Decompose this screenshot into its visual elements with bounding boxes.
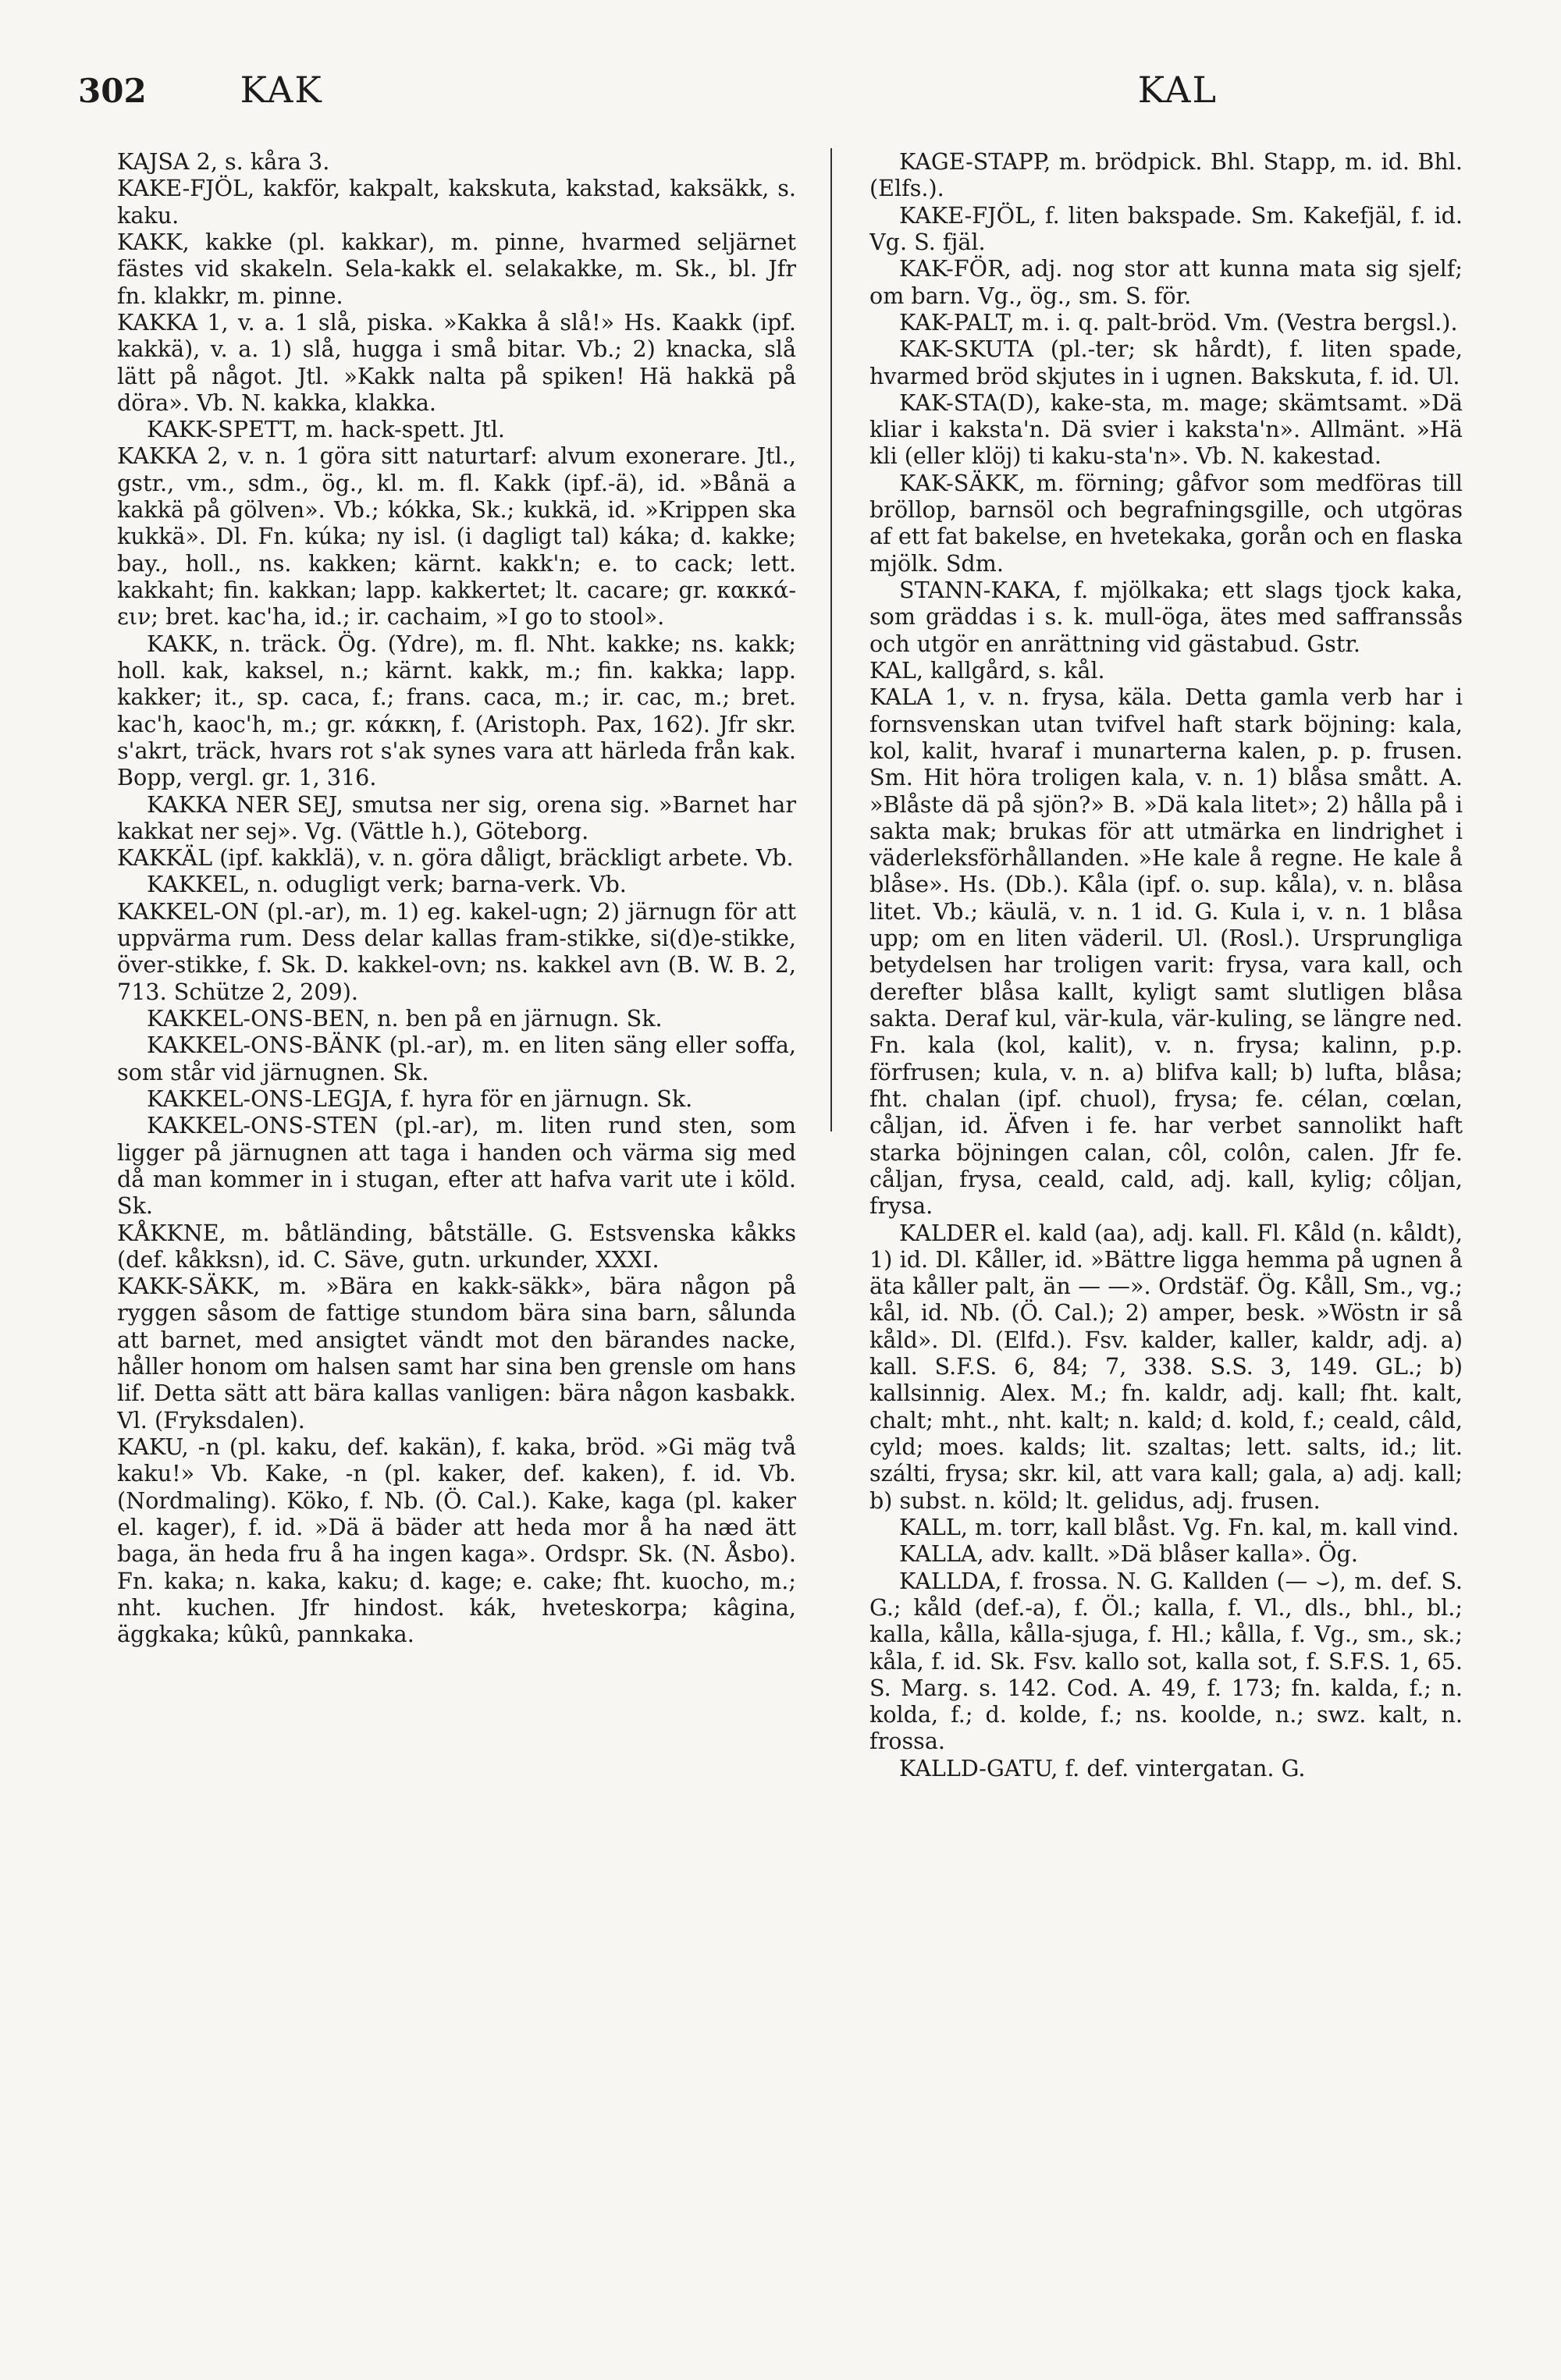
dictionary-entry: KAK-FÖR, adj. nog stor att kunna mata sig sjelf; om barn. Vg., ög., sm. S. för. <box>869 255 1463 309</box>
dictionary-entry: KAKKA 2, v. n. 1 göra sitt naturtarf: alvum exonerare. Jtl., gstr., vm., sdm., ög., kl. m. fl. Kakk (ipf.-ä), id. »Bånä a kakkä på gölven». Vb.; kókka, Sk.; kukkä, id. »Krippen ska kukkä». Dl. Fn. kúka; ny isl. (i dagligt tal) káka; d. kakke; bay., holl., ns. kakken; kärnt. kakk'n; e. to cack; lett. kakkaht; fin. kakkan; lapp. kakkertet; lt. cacare; gr. κακκά-ειν; bret. kac'ha, id.; ir. cachaim, »I go to stool». <box>117 442 796 631</box>
dictionary-entry: KAKKEL-ONS-LEGJA, f. hyra för en järnugn. Sk. <box>147 1085 693 1112</box>
dictionary-entry: KAGE-STAPP, m. brödpick. Bhl. Stapp, m. id. Bhl. (Elfs.). <box>869 148 1463 202</box>
dictionary-entry: KALA 1, v. n. frysa, käla. Detta gamla verb har i fornsvenskan utan tvifvel haft stark böjning: kala, kol, kalit, hvaraf i munarterna kalen, p. p. frusen. Sm. Hit höra troligen kala, v. n. 1) blåsa smått. A. »Blåste dä på sjön?» B. »Dä kala litet»; 2) hålla på i sakta mak; brukas för att utmärka en lindrighet i väderleksförhållanden. »He kale å regne. He kale å blåse». Hs. (Db.). Kåla (ipf. o. sup. kåla), v. n. blåsa litet. Vb.; käulä, v. n. 1 id. G. Kula i, v. n. 1 blåsa upp; om en liten väderil. Ul. (Rosl.). Ursprungliga betydelsen har troligen varit: frysa, vara kall, och derefter blåsa kallt, kyligt samt slutligen blåsa sakta. Deraf kul, vär-kula, vär-kuling, se längre ned. Fn. kala (kol, kalit), v. n. frysa; kalinn, p.p. förfrusen; kula, v. n. a) blifva kall; b) lufta, blåsa; fht. chalan (ipf. chuol), frysa; fe. célan, cœlan, cåljan, id. Äfven i fe. har verbet sannolikt haft starka böjningen calan, côl, colôn, calen. Jfr fe. cåljan, frysa, ceald, cald, adj. kall, kylig; côljan, frysa. <box>869 684 1463 1220</box>
dictionary-entry: KAL, kallgård, s. kål. <box>869 656 1105 684</box>
dictionary-entry: KAKE-FJÖL, f. liten bakspade. Sm. Kakefjäl, f. id. Vg. S. fjäl. <box>869 201 1463 255</box>
left-column <box>117 148 796 2310</box>
dictionary-entry: KAK-SKUTA (pl.-ter; sk hårdt), f. liten spade, hvarmed bröd skjutes in i ugnen. Bakskuta, f. id. Ul. <box>869 336 1463 389</box>
dictionary-entry: KAKKÄL (ipf. kakklä), v. n. göra dåligt, bräckligt arbete. Vb. <box>117 844 794 872</box>
dictionary-entry: KAKKEL-ONS-STEN (pl.-ar), m. liten rund sten, som ligger på järnugnen att taga i handen och värma sig med då man kommer in i stugan, efter att hafva varit ute i köld. Sk. <box>117 1112 796 1220</box>
dictionary-entry: KALDER el. kald (aa), adj. kall. Fl. Kåld (n. kåldt), 1) id. Dl. Kåller, id. »Bättre ligga hemma på ugnen å äta kåller palt, än — —». Ordstäf. Ög. Kåll, Sm., vg.; kål, id. Nb. (Ö. Cal.); 2) amper, besk. »Wöstn ir så kåld». Dl. (Elfd.). Fsv. kalder, kaller, kaldr, adj. a) kall. S.F.S. 6, 84; 7, 338. S.S. 3, 149. GL.; b) kallsinnig. Alex. M.; fn. kaldr, adj. kall; fht. kalt, chalt; mht., nht. kalt; n. kald; d. kold, f.; ceald, câld, cyld; moes. kalds; lit. szaltas; lett. salts, id.; lit. szálti, frysa; skr. kil, att vara kall; gala, a) adj. kall; b) subst. n. köld; lt. gelidus, adj. frusen. <box>869 1219 1463 1514</box>
dictionary-entry: KAK-PALT, m. i. q. palt-bröd. Vm. (Vestra bergsl.). <box>899 308 1458 336</box>
page-number: 302 <box>78 72 147 110</box>
text-columns <box>117 148 1514 2310</box>
dictionary-entry: KAKKEL-ON (pl.-ar), m. 1) eg. kakel-ugn; 2) järnugn för att uppvärma rum. Dess delar kallas fram-stikke, si(d)e-stikke, över-stikke, f. Sk. D. kakkel-ovn; ns. kakkel avn (B. W. B. 2, 713. Schütze 2, 209). <box>117 897 796 1005</box>
dictionary-entry: KALLD-GATU, f. def. vintergatan. G. <box>899 1754 1306 1781</box>
dictionary-entry: KAKKEL, n. odugligt verk; barna-verk. Vb. <box>147 871 627 898</box>
dictionary-entry: KAKK-SPETT, m. hack-spett. Jtl. <box>147 416 506 443</box>
dictionary-entry: KAKKA NER SEJ, smutsa ner sig, orena sig. »Barnet har kakkat ner sej». Vg. (Vättle h.), Göteborg. <box>117 790 796 844</box>
dictionary-entry: KAKKEL-ONS-BEN, n. ben på en järnugn. Sk. <box>147 1005 663 1032</box>
header-left <box>78 69 323 111</box>
dictionary-entry: KAJSA 2, s. kåra 3. <box>117 148 330 175</box>
running-head-left: KAK <box>240 69 323 111</box>
running-head-right: KAL <box>1137 69 1218 111</box>
dictionary-entry: KAKK-SÄKK, m. »Bära en kakk-säkk», bära någon på ryggen såsom de fattige stundom bära sina barn, sålunda att barnet, med ansigtet vändt mot den bärandes nacke, håller honom om halsen samt har sina ben grensle om hans lif. Detta sätt att bära kallas vanligen: bära någon kasbakk. Vl. (Fryksdalen). <box>117 1273 796 1433</box>
dictionary-entry: KALL, m. torr, kall blåst. Vg. Fn. kal, m. kall vind. <box>899 1513 1460 1540</box>
dictionary-entry: STANN-KAKA, f. mjölkaka; ett slags tjock kaka, som gräddas i s. k. mull-öga, ätes med saffranssås och utgör en anrättning vid gästabud. Gstr. <box>869 577 1463 657</box>
dictionary-entry: KALLDA, f. frossa. N. G. Kallden (— ⌣), m. def. S. G.; kåld (def.-a), f. Öl.; kalla, f. Vl., dls., bhl., bl.; kalla, kålla, kålla-sjuga, f. Hl.; kålla, f. Vg., sm., sk.; kåla, f. id. Sk. Fsv. kallo sot, kalla sot, f. S.F.S. 1, 65. S. Marg. s. 142. Cod. A. 49, f. 173; fn. kalda, f.; n. kolda, f.; d. kolde, f.; ns. koolde, n.; swz. kalt, n. frossa. <box>869 1567 1463 1755</box>
dictionary-entry: KALLA, adv. kallt. »Dä blåser kalla». Ög. <box>899 1540 1358 1568</box>
dictionary-entry: KAKE-FJÖL, kakför, kakpalt, kakskuta, kakstad, kaksäkk, s. kaku. <box>117 175 796 229</box>
dictionary-entry: KÅKKNE, m. båtländing, båtställe. G. Estsvenska kåkks (def. kåkksn), id. C. Säve, gutn. urkunder, XXXI. <box>117 1219 796 1273</box>
dictionary-entry: KAKK, kakke (pl. kakkar), m. pinne, hvarmed seljärnet fästes vid skakeln. Sela-kakk el. selakakke, m. Sk., bl. Jfr fn. klakkr, m. pinne. <box>117 228 796 309</box>
page-header <box>78 69 1499 131</box>
dictionary-entry: KAKU, -n (pl. kaku, def. kakän), f. kaka, bröd. »Gi mäg två kaku!» Vb. Kake, -n (pl. kaker, def. kaken), f. id. Vb. (Nordmaling). Köko, f. Nb. (Ö. Cal.). Kake, kaga (pl. kaker el. kager), f. id. »Dä ä bäder att heda mor å ha næd ätt baga, än heda fru å ha ingen kaga». Ordspr. Sk. (N. Åsbo). Fn. kaka; n. kaka, kaku; d. kage; e. cake; fht. kuocho, m.; nht. kuchen. Jfr hindost. kák, hveteskorpa; kâgina, äggkaka; kûkû, pannkaka. <box>117 1433 796 1648</box>
dictionary-entry: KAK-STA(D), kake-sta, m. mage; skämtsamt. »Dä kliar i kaksta'n. Dä svier i kaksta'n». Allmänt. »Hä kli (eller klöj) ti kaku-sta'n». Vb. N. kakestad. <box>869 389 1463 470</box>
dictionary-entry: KAK-SÄKK, m. förning; gåfvor som medföras till bröllop, barnsöl och begrafningsgille, och utgöras af ett fat bakelse, en hvetekaka, gorån och en flaska mjölk. Sdm. <box>869 469 1463 577</box>
right-column <box>869 148 1463 2310</box>
dictionary-entry: KAKK, n. träck. Ög. (Ydre), m. fl. Nht. kakke; ns. kakk; holl. kak, kaksel, n.; kärnt. kakk, m.; fin. kakka; lapp. kakker; it., sp. caca, f.; frans. caca, m.; ir. cac, m.; bret. kac'h, kaoc'h, m.; gr. κάκκη, f. (Aristoph. Pax, 162). Jfr skr. s'akrt, träck, hvars rot s'ak synes vara att härleda från kak. Bopp, vergl. gr. 1, 316. <box>117 630 796 791</box>
dictionary-entry: KAKKEL-ONS-BÄNK (pl.-ar), m. en liten säng eller soffa, som står vid järnugnen. Sk. <box>117 1032 796 1085</box>
column-rule <box>830 148 832 1131</box>
dictionary-entry: KAKKA 1, v. a. 1 slå, piska. »Kakka å slå!» Hs. Kaakk (ipf. kakkä), v. a. 1) slå, hugga i små bitar. Vb.; 2) knacka, slå lätt på något. Jtl. »Kakk nalta på spiken! Hä hakkä på döra». Vb. N. kakka, klakka. <box>117 308 796 416</box>
